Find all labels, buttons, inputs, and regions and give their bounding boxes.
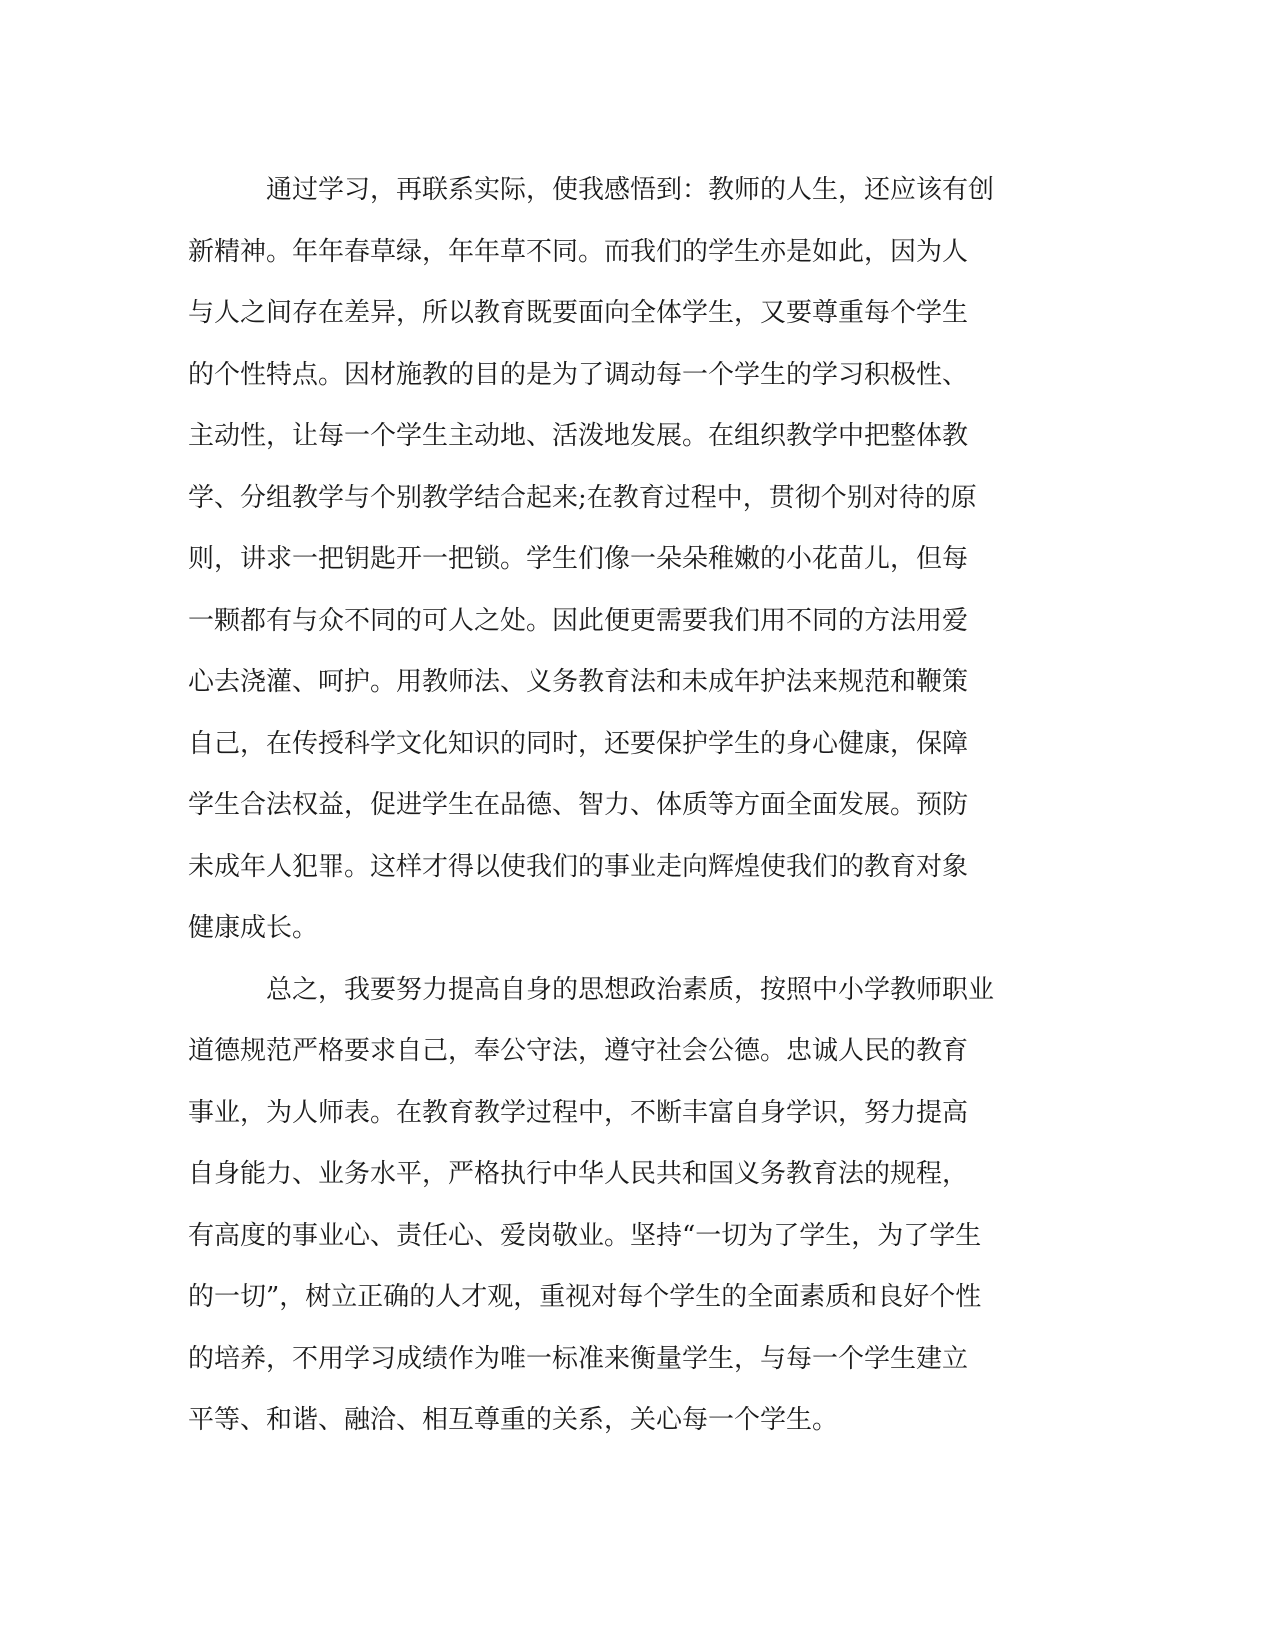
paragraph-line: 心去浇灌、呵护。用教师法、义务教育法和未成年护法来规范和鞭策: [188, 667, 969, 697]
paragraph-line: 学生合法权益，促进学生在品德、智力、体质等方面全面发展。预防: [188, 790, 969, 820]
paragraph-line: 自己，在传授科学文化知识的同时，还要保护学生的身心健康，保障: [188, 728, 969, 759]
paragraph-line: 总之，我要努力提高自身的思想政治素质，按照中小学教师职业: [266, 974, 995, 1005]
paragraph-line: 自身能力、业务水平，严格执行中华人民共和国义务教育法的规程，: [188, 1159, 969, 1189]
paragraph-line: 一颗都有与众不同的可人之处。因此便更需要我们用不同的方法用爱: [188, 605, 969, 636]
paragraph-line: 通过学习，再联系实际，使我感悟到：教师的人生，还应该有创: [266, 175, 995, 205]
paragraph-line: 与人之间存在差异，所以教育既要面向全体学生，又要尊重每个学生: [188, 298, 969, 328]
paragraph-line: 事业，为人师表。在教育教学过程中，不断丰富自身学识，努力提高: [188, 1097, 969, 1128]
paragraph-line: 新精神。年年春草绿，年年草不同。而我们的学生亦是如此，因为人: [188, 236, 969, 267]
paragraph-line: 健康成长。: [188, 913, 319, 943]
paragraph-line: 的个性特点。因材施教的目的是为了调动每一个学生的学习积极性、: [188, 359, 969, 390]
paragraph-line: 则，讲求一把钥匙开一把锁。学生们像一朵朵稚嫩的小花苗儿，但每: [188, 544, 969, 574]
paragraph-line: 有高度的事业心、责任心、爱岗敬业。坚持“一切为了学生，为了学生: [188, 1220, 982, 1251]
paragraph-2: [188, 960, 1068, 1452]
paragraph-line: 道德规范严格要求自己，奉公守法，遵守社会公德。忠诚人民的教育: [188, 1036, 969, 1066]
paragraph-line: 未成年人犯罪。这样才得以使我们的事业走向辉煌使我们的教育对象: [188, 851, 969, 882]
paragraph-line: 主动性，让每一个学生主动地、活泼地发展。在组织教学中把整体教: [188, 421, 969, 451]
paragraph-line: 平等、和谐、融洽、相互尊重的关系，关心每一个学生。: [188, 1405, 839, 1435]
paragraph-line: 的一切”，树立正确的人才观，重视对每个学生的全面素质和良好个性: [188, 1282, 982, 1312]
paragraph-line: 的培养，不用学习成绩作为唯一标准来衡量学生，与每一个学生建立: [188, 1343, 969, 1374]
paragraph-1: [188, 160, 1068, 960]
document-body: [188, 160, 1068, 1452]
paragraph-line: 学、分组教学与个别教学结合起来;在教育过程中，贯彻个别对待的原: [188, 482, 977, 513]
